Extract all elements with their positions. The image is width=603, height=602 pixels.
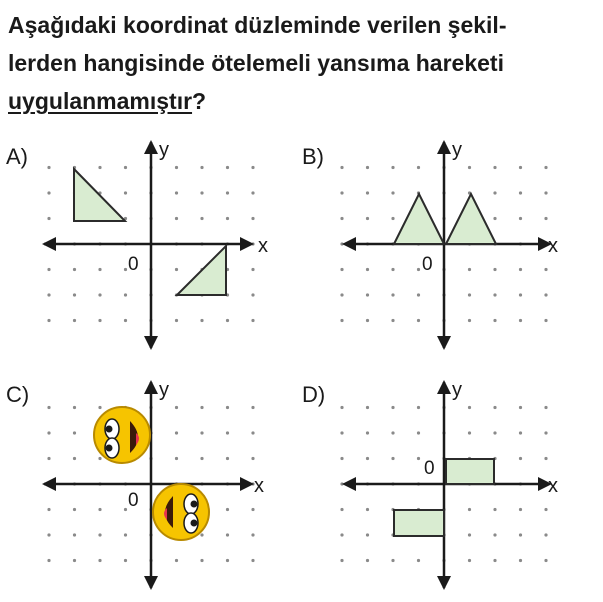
grid-dot [417, 293, 420, 296]
grid-dot [417, 406, 420, 409]
grid-dot [200, 166, 203, 169]
x-axis-arrow-left [42, 237, 56, 251]
grid-dot [251, 533, 254, 536]
grid-dot [340, 217, 343, 220]
grid-dot [391, 293, 394, 296]
grid-dot [366, 268, 369, 271]
grid-dot [340, 166, 343, 169]
grid-dot [544, 406, 547, 409]
grid-dot [366, 457, 369, 460]
grid-dot [98, 166, 101, 169]
grid-dot [366, 431, 369, 434]
grid-dot [519, 559, 522, 562]
grid-dot [175, 319, 178, 322]
x-axis-label: x [548, 475, 558, 497]
y-axis-arrow-up [144, 380, 158, 394]
grid-dot [519, 191, 522, 194]
grid-dot [226, 217, 229, 220]
grid-dot [493, 508, 496, 511]
grid-dot [519, 319, 522, 322]
grid-dot [544, 293, 547, 296]
grid-dot [366, 559, 369, 562]
grid-dot [200, 319, 203, 322]
grid-dot [519, 293, 522, 296]
y-axis-arrow-down [144, 336, 158, 350]
grid-dot [226, 457, 229, 460]
y-axis-label: y [159, 379, 169, 401]
grid-dot [544, 457, 547, 460]
grid-dot [47, 191, 50, 194]
grid-dot [200, 559, 203, 562]
grid-dot [226, 319, 229, 322]
y-axis-arrow-up [437, 140, 451, 154]
grid-dot [98, 268, 101, 271]
grid-dot [124, 166, 127, 169]
grid-dot [73, 533, 76, 536]
x-axis-arrow-right [240, 477, 254, 491]
origin-label: 0 [422, 254, 433, 275]
grid-dot [226, 191, 229, 194]
grid-dot [175, 191, 178, 194]
grid-dot [340, 319, 343, 322]
x-axis-arrow-left [42, 477, 56, 491]
x-axis-label: x [258, 235, 268, 257]
grid-dot [417, 457, 420, 460]
x-axis-label: x [254, 475, 264, 497]
grid-dot [124, 559, 127, 562]
grid-dot [251, 191, 254, 194]
grid-dot [366, 217, 369, 220]
grid-dot [251, 166, 254, 169]
grid-dot [175, 406, 178, 409]
grid-dot [493, 559, 496, 562]
grid-dot [47, 508, 50, 511]
x-axis-arrow-left [342, 477, 356, 491]
grid-dot [47, 217, 50, 220]
grid-dot [251, 406, 254, 409]
grid-dot [98, 559, 101, 562]
grid-dot [417, 166, 420, 169]
y-axis-arrow-down [437, 336, 451, 350]
grid-dot [417, 431, 420, 434]
grid-dot [468, 319, 471, 322]
grid-dot [468, 533, 471, 536]
grid-dot [226, 406, 229, 409]
grid-dot [251, 217, 254, 220]
grid-dot [340, 268, 343, 271]
option-a-plane[interactable] [38, 138, 278, 356]
grid-dot [47, 406, 50, 409]
y-axis-arrow-up [144, 140, 158, 154]
grid-dot [519, 533, 522, 536]
grid-dot [391, 559, 394, 562]
grid-dot [226, 431, 229, 434]
grid-dot [98, 457, 101, 460]
grid-dot [493, 293, 496, 296]
grid-dot [493, 268, 496, 271]
grid-dot [251, 268, 254, 271]
grid-dot [493, 191, 496, 194]
grid-dot [98, 406, 101, 409]
grid-dot [340, 508, 343, 511]
grid-dot [544, 559, 547, 562]
grid-dot [124, 319, 127, 322]
grid-dot [124, 268, 127, 271]
y-axis-arrow-down [437, 576, 451, 590]
grid-dot [200, 457, 203, 460]
grid-dot [47, 293, 50, 296]
grid-dot [366, 319, 369, 322]
grid-dot [251, 431, 254, 434]
grid-dot [340, 406, 343, 409]
grid-dot [417, 559, 420, 562]
grid-dot [98, 508, 101, 511]
grid-dot [519, 508, 522, 511]
grid-dot [544, 268, 547, 271]
grid-dot [226, 508, 229, 511]
grid-dot [340, 431, 343, 434]
grid-dot [468, 431, 471, 434]
grid-dot [73, 431, 76, 434]
grid-dot [226, 559, 229, 562]
grid-dot [544, 166, 547, 169]
x-axis-label: x [548, 235, 558, 257]
grid-dot [391, 431, 394, 434]
grid-dot [519, 431, 522, 434]
grid-dot [340, 533, 343, 536]
grid-dot [251, 293, 254, 296]
grid-dot [226, 533, 229, 536]
grid-dot [251, 559, 254, 562]
grid-dot [175, 268, 178, 271]
grid-dot [124, 533, 127, 536]
grid-dot [544, 508, 547, 511]
grid-dot [417, 268, 420, 271]
grid-dot [366, 293, 369, 296]
y-axis-label: y [159, 139, 169, 161]
origin-label: 0 [424, 458, 435, 479]
grid-dot [175, 166, 178, 169]
grid-dot [98, 319, 101, 322]
grid-dot [73, 508, 76, 511]
grid-dot [544, 431, 547, 434]
grid-dot [391, 166, 394, 169]
y-axis-label: y [452, 379, 462, 401]
grid-dot [366, 166, 369, 169]
question-emphasis: uygulanmamıştır [8, 88, 193, 114]
grid-dot [251, 457, 254, 460]
grid-dot [73, 268, 76, 271]
option-c-label[interactable]: C) [6, 382, 30, 407]
grid-dot [519, 457, 522, 460]
grid-dot [340, 293, 343, 296]
grid-dot [98, 533, 101, 536]
grid-dot [519, 406, 522, 409]
grid-dot [47, 431, 50, 434]
option-d-label[interactable]: D) [302, 382, 326, 407]
grid-dot [493, 319, 496, 322]
grid-dot [251, 508, 254, 511]
grid-dot [391, 217, 394, 220]
grid-dot [73, 319, 76, 322]
grid-dot [175, 457, 178, 460]
option-b-plane[interactable] [332, 138, 572, 356]
grid-dot [468, 508, 471, 511]
x-axis-arrow-left [342, 237, 356, 251]
triangle-lower-right [177, 246, 226, 295]
grid-dot [468, 559, 471, 562]
smiley-lower [153, 484, 209, 540]
question-text [8, 6, 598, 120]
grid-dot [47, 559, 50, 562]
grid-dot [175, 431, 178, 434]
grid-dot [47, 533, 50, 536]
grid-dot [73, 293, 76, 296]
grid-dot [124, 293, 127, 296]
y-axis-label: y [452, 139, 462, 161]
grid-dot [47, 268, 50, 271]
origin-label: 0 [128, 254, 139, 275]
option-d-plane[interactable] [332, 378, 572, 596]
grid-dot [493, 406, 496, 409]
grid-dot [200, 191, 203, 194]
grid-dot [47, 319, 50, 322]
grid-dot [98, 293, 101, 296]
grid-dot [468, 268, 471, 271]
grid-dot [391, 191, 394, 194]
grid-dot [391, 319, 394, 322]
option-c-plane[interactable] [38, 378, 278, 596]
option-b-label[interactable]: B) [302, 144, 324, 169]
grid-dot [544, 191, 547, 194]
grid-dot [366, 406, 369, 409]
grid-dot [124, 508, 127, 511]
smiley-upper [94, 407, 150, 463]
option-a-label[interactable]: A) [6, 144, 28, 169]
grid-dot [544, 533, 547, 536]
grid-dot [391, 406, 394, 409]
origin-label: 0 [128, 490, 139, 511]
grid-dot [366, 533, 369, 536]
grid-dot [200, 431, 203, 434]
grid-dot [493, 431, 496, 434]
grid-dot [493, 166, 496, 169]
grid-dot [391, 457, 394, 460]
grid-dot [340, 191, 343, 194]
grid-dot [391, 268, 394, 271]
grid-dot [73, 559, 76, 562]
grid-dot [73, 406, 76, 409]
grid-dot [544, 319, 547, 322]
y-axis-arrow-down [144, 576, 158, 590]
grid-dot [175, 559, 178, 562]
grid-dot [468, 406, 471, 409]
rectangle-lower-left [394, 510, 444, 536]
grid-dot [251, 319, 254, 322]
grid-dot [519, 166, 522, 169]
question-line-2: lerden hangisinde ötelemeli yansıma hareketi [8, 50, 504, 76]
triangle-left [394, 194, 444, 244]
grid-dot [340, 457, 343, 460]
grid-dot [200, 533, 203, 536]
triangle-upper-left [74, 169, 125, 221]
x-axis-arrow-right [240, 237, 254, 251]
triangle-right [446, 194, 496, 244]
grid-dot [366, 191, 369, 194]
grid-dot [493, 217, 496, 220]
grid-dot [340, 559, 343, 562]
grid-dot [519, 217, 522, 220]
grid-dot [468, 293, 471, 296]
grid-dot [226, 166, 229, 169]
grid-dot [47, 457, 50, 460]
grid-dot [200, 406, 203, 409]
grid-dot [200, 217, 203, 220]
grid-dot [175, 217, 178, 220]
grid-dot [73, 457, 76, 460]
grid-dot [493, 533, 496, 536]
grid-dot [468, 166, 471, 169]
grid-dot [544, 217, 547, 220]
grid-dot [47, 166, 50, 169]
question-line-1: Aşağıdaki koordinat düzleminde verilen şekil- [8, 12, 507, 38]
grid-dot [366, 508, 369, 511]
question-mark: ? [192, 88, 207, 114]
rectangle-upper-right [446, 459, 494, 484]
grid-dot [519, 268, 522, 271]
grid-dot [124, 191, 127, 194]
y-axis-arrow-up [437, 380, 451, 394]
grid-dot [417, 319, 420, 322]
